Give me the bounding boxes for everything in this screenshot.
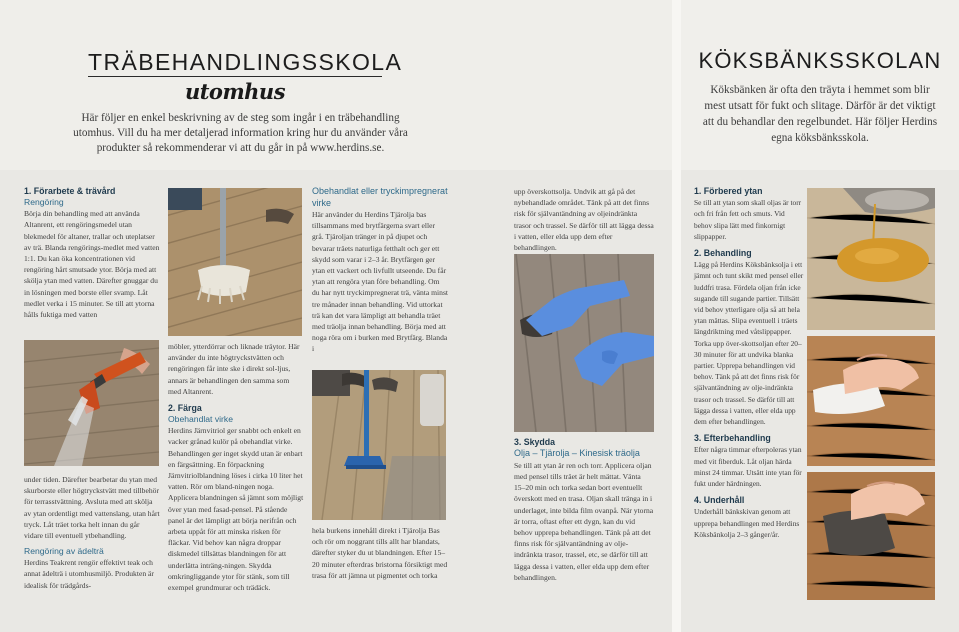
right-intro: Köksbänken är ofta den träyta i hemmet som blir mest utsatt för fukt och slitage. Därför är det viktigt att du behandlar den regelbundet. Här följer Herdins egna köksbänksskola. <box>702 84 938 144</box>
text-jarnvitriol: Herdins Järnvitriol ger snabbt och enkelt en vacker grånad kulör på obehandlat virke. Behandlingen ger inget skydd utan är enbart en färgsättning. En förpackning Järnvitriolblandning löses i cirka 10 liter het vatten. Rör om bland-ningen noga. Applicera blandningen så jämnt som möjligt över ytan med fasad-pensel. På stående panel är det lämpligt att börja nerifrån och arbeta uppåt för att minska risken för fläckar. Vid behov kan några droppar diskmedel tillsättas blandningen för att underlätta inträng-ningen. Skydda omkringliggande ytor för stänk, som till exempel grundmurar och trädäck. <box>168 426 304 593</box>
left-title: TRÄBEHANDLINGSSKOLA <box>88 49 403 75</box>
column-4-bottom <box>514 437 654 583</box>
text-tjarolja-bas: Här använder du Herdins Tjärolja bas tillsammans med brytfärgerna svart eller grå. Tjäroljan tränger in på djupet och bevarar träets naturliga fetthalt och ger ett skydd som varar i 2–3 år. Brytfärgen ger ytan ett vackert och livfullt utseende. Du får ytan att rengöra ytan före behandling. Om du har nytt tryckimpregnerat trä, vänta minst tre månader innan behandling. Vid uttorkat trä kan det vara lämpligt att behandla träet med träolja innan behandling. Börja med att noga röra om i burken med Brytfärg. Blanda i <box>312 210 449 354</box>
subheading-olja: Olja – Tjärolja – Kinesisk träolja <box>514 448 640 459</box>
column-4-top <box>514 186 654 253</box>
photo-pressure-washer <box>24 340 159 466</box>
column-2 <box>168 341 304 593</box>
column-1-bottom <box>24 474 160 591</box>
text-behandling: Lägg på Herdins Köksbänksolja i ett jämnt och tunt skikt med pensel eller luddfri trasa. Fördela oljan från icke sugande till sugande partier. Tillsätt vid behov ytterligare olja så att hela ytan mättas. Slipa eventuell i träets längdriktning med våtslippapper. Torka upp över-skottsoljan efter 20–30 minuter för att undvika blanka partier. Upprepa behandlingen vid behov. Tänk på att det finns risk för självantändning av olje-indränkta trasor och trassel. Se därför till att lägga dessa i vatten, eller elda upp dem efter behandlingen. <box>694 260 804 427</box>
text-olja: Se till att ytan är ren och torr. Applicera oljan med pensel tills träet är helt mättat. Vänta 15–20 min och torka sedan bort eventuellt överskott med en trasa. Oljan skall tränga in i underlaget, inte bilda film ovanpå. När ytorna är torra, oftast efter ett dygn, kan du vid behov upprepa behandlingen. Tänk på att det finns risk för självantändning av olje-indränkta trasor, trassel, etc, se därför till att lägga dessa i vatten, eller elda upp dem efter behandlingen. <box>514 460 654 582</box>
column-1-top <box>24 186 160 320</box>
text-forbered-ytan: Se till att ytan som skall oljas är torr och fri från fett och smuts. Vid behov slipa lätt med finkornigt slippapper. <box>694 198 802 241</box>
column-5 <box>694 186 804 540</box>
text-underhall: Underhåll bänkskivan genom att upprepa behandlingen med Herdins Köksbänkolja 2–3 gånger/år. <box>694 507 800 539</box>
left-intro: Här följer en enkel beskrivning av de steg som ingår i en träbehandling utomhus. Vill du ha mer detaljerad information kring hur du använder våra produkter så rekommenderar vi att du går in på www.herdins.se. <box>73 112 408 154</box>
column-3-top <box>312 186 448 355</box>
heading-forbered-ytan: 1. Förbered ytan <box>694 186 763 196</box>
photo-gloved-hands <box>514 254 654 432</box>
text-efterbehandling: Efter några timmar efterpoleras ytan med vit fiberduk. Låt oljan härda minst 24 timmar. Utsätt inte ytan för fukt under härdningen. <box>694 445 802 489</box>
text-teakrent: Herdins Teakrent rengör effektivt teak och annat ädelträ i utomhusmiljö. Produkten är idealisk för trädgårds- <box>24 558 154 590</box>
heading-underhall: 4. Underhåll <box>694 495 745 506</box>
right-title: KÖKSBÄNKSSKOLAN <box>698 48 942 73</box>
photo-applicator-deck <box>312 370 446 520</box>
subheading-rengoring: Rengöring <box>24 197 64 208</box>
text-rengoring: Börja din behandling med att använda Altanrent, ett rengöringsmedel utan blekmedel för altaner, trallar och uteplatser av trä. Blanda rengörings-medlet med vatten 1:1. Du kan öka koncentrationen vid rengöring hårt smutsade ytor. Börja med att skölja ytan med vatten. Därefter gnuggar du in lösningen med borste eller svamp. Låt medlet verka i 15 minuter. Se till att ytorna hålls fuktiga med vatten <box>24 209 160 320</box>
text-rengoring-cont: under tiden. Därefter bearbetar du ytan med skurborste eller högtryckstvätt med tillbehör för terrasstvättning. Avsluta med att skölja av ytan ordentligt med vattenslang, utan hårt tryck. Låt träet torka helt innan du går vidare till eventuell ytbehandling. <box>24 475 160 541</box>
subheading-obehandlat: Obehandlat virke <box>168 414 233 425</box>
script-subtitle: utomhus <box>184 79 286 104</box>
page-gutter <box>672 0 681 632</box>
photo-wipe-rag <box>807 472 935 600</box>
heading-skydda: 3. Skydda <box>514 437 556 447</box>
text-overskottsolja: upp överskottsolja. Undvik att gå på det nybehandlade området. Tänk på att det finns risk för självantändning av oljeindränkta trasor och trassel. Se därför till att lägga dessa i vatten, eller elda upp dem efter behandlingen. <box>514 187 654 253</box>
photo-oil-pour <box>807 188 935 330</box>
heading-efterbehandling: 3. Efterbehandling <box>694 433 771 444</box>
subheading-tryckimpregnerat: Obehandlat eller tryckimpregnerat virke <box>312 186 448 208</box>
photo-mop-deck <box>168 188 302 336</box>
photo-polish-cloth <box>807 336 935 466</box>
subheading-adeltra: Rengöring av ädelträ <box>24 546 104 557</box>
heading-farga: 2. Färga <box>168 403 202 414</box>
heading-behandling: 2. Behandling <box>694 248 752 259</box>
heading-forarbete: 1. Förarbete & trävård <box>24 186 116 196</box>
text-tjarolja-cont: hela burkens innehåll direkt i Tjärolja Bas och rör om noggrant tills allt har blandats, därefter styker du ut blandningen. Efter 15–20 minuter efterdras bristorna försiktigt med trasa för att jämna ut pigmentet och torka <box>312 526 448 580</box>
text-teakrent-cont: möbler, ytterdörrar och liknade träytor. Här använder du inte högtryckstvätten och rengöringen får inte ske i direkt sol-ljus, annars är behandlingen den samma som med Altanrent. <box>168 342 300 396</box>
title-rule <box>88 76 382 77</box>
column-3-bottom <box>312 525 448 581</box>
